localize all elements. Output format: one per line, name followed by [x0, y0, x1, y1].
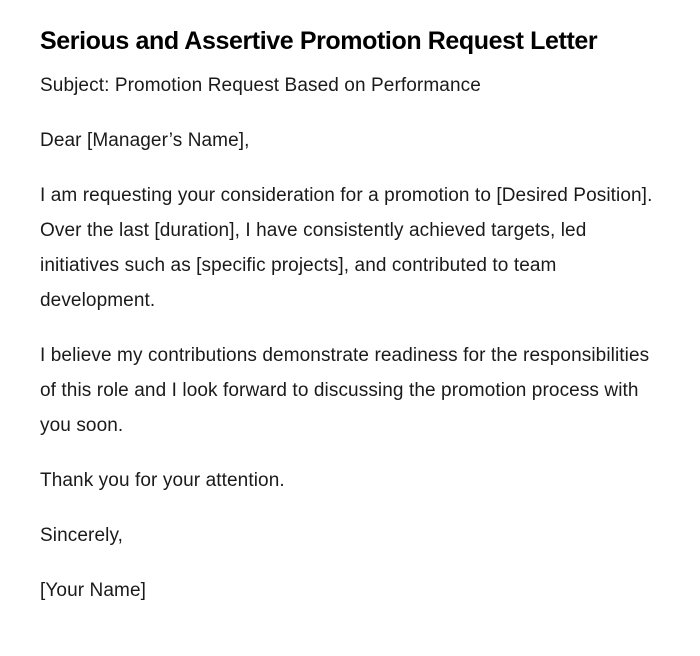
letter-thanks: Thank you for your attention.	[40, 470, 285, 491]
letter-greeting: Dear [Manager’s Name],	[40, 130, 250, 151]
letter-signature: [Your Name]	[40, 580, 147, 601]
letter-body-paragraph: I am requesting your consideration for a promotion to [Desired Position]. Over the last [duration], I have consistently achieved targets, led initiatives such as [specific projects], and contributed to team development.	[40, 185, 653, 311]
letter-sign-off: Sincerely,	[40, 525, 124, 546]
letter-title: Serious and Assertive Promotion Request Letter	[40, 27, 598, 55]
letter-subject: Subject: Promotion Request Based on Performance	[40, 75, 481, 96]
letter-body-paragraph: I believe my contributions demonstrate readiness for the responsibilities of this role and I look forward to discussing the promotion process with you soon.	[40, 345, 650, 436]
